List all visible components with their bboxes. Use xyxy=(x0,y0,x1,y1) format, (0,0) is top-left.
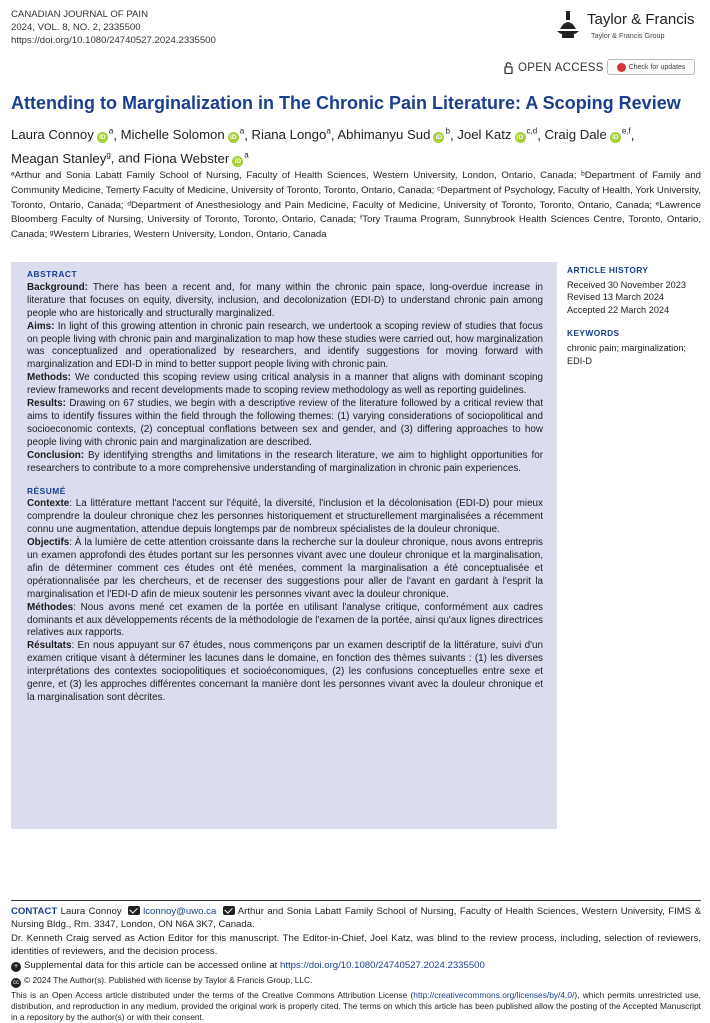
journal-header xyxy=(11,8,216,47)
affiliations: ᵃArthur and Sonia Labatt Family School of Nursing, Faculty of Health Sciences, Western University, London, Ontario, Canada; ᵇDepartment of Family and Community Medicine, Temerty Faculty of Medicine, University of Toronto, Toronto, Ontario, Canada; ᶜDepartment of Psychology, Faculty of Health, York University, Toronto, Ontario, Canada; ᵈDepartment of Anesthesiology and Pain Medicine, Faculty of Medicine, University of Toronto, Toronto, Ontario, Canada; ᵉLawrence Bloomberg Faculty of Nursing, University of Toronto, Toronto, Ontario, Canada; ᶠTory Trauma Program, Sunnybrook Health Sciences Centre, Toronto, Ontario, Canada; ᵍWestern Libraries, Western University, London, Ontario, Canada xyxy=(11,170,701,241)
publisher-group: Taylor & Francis Group xyxy=(591,31,665,40)
received-date: Received 30 November 2023 xyxy=(567,279,686,290)
abstract-heading: ABSTRACT xyxy=(27,269,78,279)
resume-section: Objectifs: À la lumière de cette attention croissante dans la recherche sur la douleur chronique, nous avons entrepris un examen approfondi des études portant sur les personnes vivant avec une douleur chronique et la marginalisation, afin de déterminer comment ces études ont été menées, comment la marginalisation a été conceptualisée et opérationnalisée par les chercheurs, et de recenser des suggestions pour aller de l'avant en gardant à l'esprit la marginalisation et l'EDI-D afin de mieux soutenir les personnes vivant avec la douleur chronique. xyxy=(27,537,543,600)
author-name: Riana Longo$^a$ xyxy=(251,127,331,143)
author-affiliation-marker: b xyxy=(445,127,450,136)
keywords-heading: KEYWORDS xyxy=(567,328,620,339)
author-name: Michelle Solomon $iD^a$ xyxy=(120,127,245,143)
author-affiliation-marker: a xyxy=(239,127,245,136)
abstract-section: Aims: In light of this growing attention in chronic pain research, we undertook a scoping review of studies that focus on people living with chronic pain and marginalization to map how these studies were carried out, how marginalization was conceptualized and operationalized by researchers, and identify suggestions for moving forward with marginalization and EDI-D in mind to better support people living with chronic pain. xyxy=(27,320,543,371)
author-affiliation-marker: a xyxy=(244,150,249,160)
publisher-name: Taylor & Francis xyxy=(587,11,695,28)
author-affiliation-marker: c,d xyxy=(526,127,538,136)
abstract-section: Results: Drawing on 67 studies, we begin with a descriptive review of the literature followed by a critical review that aims to identify fissures within the field through the following themes: (1) varying considerations of sociopolitical and socioeconomic contexts, (2) conceptual conflations between sex and gender, and (3) differing approaches to how people living with chronic pain and marginalization are described. xyxy=(27,398,543,448)
orcid-icon[interactable]: iD xyxy=(610,132,621,143)
orcid-icon[interactable]: iD xyxy=(515,132,526,143)
journal-volume: 2024, VOL. 8, NO. 2, 2335500 xyxy=(11,22,141,33)
supplemental-icon: + xyxy=(11,962,21,972)
orcid-icon[interactable]: iD xyxy=(433,132,444,143)
revised-date: Revised 13 March 2024 xyxy=(567,292,665,303)
author-affiliation-marker: e,f xyxy=(621,127,631,136)
orcid-icon[interactable]: iD xyxy=(232,156,243,167)
abstract-body xyxy=(27,282,543,476)
author-affiliation-marker: g xyxy=(106,150,111,160)
article-history-heading: ARTICLE HISTORY xyxy=(567,265,649,275)
footer xyxy=(11,906,701,1023)
abstract-section: Background: There has been a recent and, for many within the chronic pain space, long-overdue increase in literature that focuses on equity, diversity, inclusion, and decolonization (EDI-D) to understand chronic pain among people who are historically and structurally marginalized. xyxy=(27,281,543,319)
author-name: Craig Dale iD$^{e,f}$ xyxy=(544,127,631,143)
check-updates-icon xyxy=(617,63,626,72)
license-post: ), which permits unrestricted use, distribution, and reproduction in any medium, provided the original work is properly cited. The terms on which this article has been published allow the posting of the Accepted Manuscript in a repository by the author(s) or with their consent. xyxy=(11,989,701,1022)
article-sidebar xyxy=(567,264,702,378)
article-doi[interactable]: https://doi.org/10.1080/24740527.2024.2335500 xyxy=(11,35,216,46)
orcid-icon[interactable]: iD xyxy=(97,132,108,143)
resume-section: Méthodes: Nous avons mené cet examen de la portée en utilisant l'analyse critique, conformément aux cadres dominants et aux développements récents de la méthodologie de l'examen de la portée, ainsi qu'aux lignes directrices relatives aux rapports. xyxy=(27,601,543,639)
publisher-logo xyxy=(553,7,703,47)
supplemental-text: Supplemental data for this article can be accessed online at xyxy=(24,960,280,972)
accepted-date: Accepted 22 March 2024 xyxy=(567,304,670,315)
check-for-updates-button[interactable] xyxy=(607,59,695,75)
check-updates-label: Check for updates xyxy=(628,63,686,71)
abstract-box xyxy=(11,262,557,829)
contact-label: CONTACT xyxy=(11,906,58,917)
license-text xyxy=(11,990,701,1023)
author-name: Abhimanyu Sud $iD^b$ xyxy=(337,127,450,143)
copyright-text: © 2024 The Author(s). Published with license by Taylor & Francis Group, LLC. xyxy=(24,974,313,985)
abstract-section: Methods: We conducted this scoping review using critical analysis in a manner that aligns with dominant scoping review frameworks and recent developments made to scoping review methodology as well as reporting guidelines. xyxy=(27,372,543,397)
author-name: Meagan Stanley$^g$ xyxy=(11,150,111,166)
contact-address: Arthur and Sonia Labatt Family School of Nursing, Faculty of Health Sciences, Western University, FIMS & Nursing Bldg., Rm. 3347, London, ON N6A 3K7, Canada. xyxy=(11,906,702,930)
footer-divider xyxy=(11,900,701,901)
creative-commons-icon: cc xyxy=(13,979,19,986)
resume-body xyxy=(27,498,543,705)
open-access-badge xyxy=(504,62,604,74)
license-pre: This is an Open Access article distributed under the terms of the Creative Commons Attribution License ( xyxy=(11,989,414,1000)
address-icon xyxy=(223,906,235,915)
resume-section: Résultats: En nous appuyant sur 67 études, nous commençons par un examen descriptif de la littérature, suivi d'un examen critique visant à déterminer les lacunes dans le domaine, en fonction des thèmes suivants : (1) les diverses interprétations des contextes sociopolitiques et socioéconomiques, (2) les confusions conceptuelles entre sexe et genre, et (3) les approches différentes concernant la manière dont les personnes vivant avec la douleur chronique et la marginalisation sont décrites. xyxy=(27,640,543,703)
author-name: Laura Connoy $iD^a$ xyxy=(11,127,114,143)
publisher-emblem-icon xyxy=(553,9,583,43)
author-affiliation-marker: a xyxy=(108,127,114,136)
contact-email-link[interactable]: lconnoy@uwo.ca xyxy=(143,906,217,917)
keywords-list: chronic pain; marginalization; EDI-D xyxy=(567,342,686,366)
editor-note: Dr. Kenneth Craig served as Action Editor for this manuscript. The Editor-in-Chief, Joel Katz, was blind to the review process, including, selection of reviewers, identities of reviewers, and the decision process. xyxy=(11,933,701,957)
resume-section: Contexte: La littérature mettant l'accent sur l'équité, la diversité, l'inclusion et la décolonisation (EDI-D) pour mieux comprendre la douleur chronique chez les personnes historiquement et structurellement marginalisées a récemment connu une augmentation, attendue depuis longtemps par de nombreux spécialistes de la douleur chronique. xyxy=(27,498,543,536)
author-affiliation-marker: a xyxy=(326,127,331,136)
orcid-icon[interactable]: iD xyxy=(228,132,239,143)
email-icon xyxy=(128,906,140,915)
author-list: Laura Connoy $iD^a$, Michelle Solomon $iD^a$, Riana Longo$^a$, Abhimanyu Sud $iD^b$, Joel Katz iD$^{c,d}$, Craig Dale iD$^{e,f}$, Meagan Stanley$^g$, and Fiona Webster $iD^a$ xyxy=(11,127,635,166)
open-access-label: OPEN ACCESS xyxy=(518,62,604,74)
license-link[interactable]: http://creativecommons.org/licenses/by/4.0/ xyxy=(413,989,575,1000)
open-access-lock-icon xyxy=(504,62,513,74)
contact-name: Laura Connoy xyxy=(60,906,122,917)
author-name: Joel Katz iD$^{c,d}$ xyxy=(457,127,538,143)
abstract-section: Conclusion: By identifying strengths and limitations in the research literature, we aim to highlight opportunities for researchers to contribute to a more comprehensive understanding of marginalization in chronic pain experiences. xyxy=(27,449,543,474)
copyright-line xyxy=(11,975,701,988)
journal-name: CANADIAN JOURNAL OF PAIN xyxy=(11,9,148,20)
supplemental-note xyxy=(11,960,701,973)
supplemental-link[interactable]: https://doi.org/10.1080/24740527.2024.2335500 xyxy=(280,960,485,972)
author-name: Fiona Webster $iD^a$ xyxy=(143,150,249,166)
contact-line xyxy=(11,906,701,931)
article-title: Attending to Marginalization in The Chronic Pain Literature: A Scoping Review xyxy=(11,93,681,113)
resume-heading: RÉSUMÉ xyxy=(27,485,66,496)
